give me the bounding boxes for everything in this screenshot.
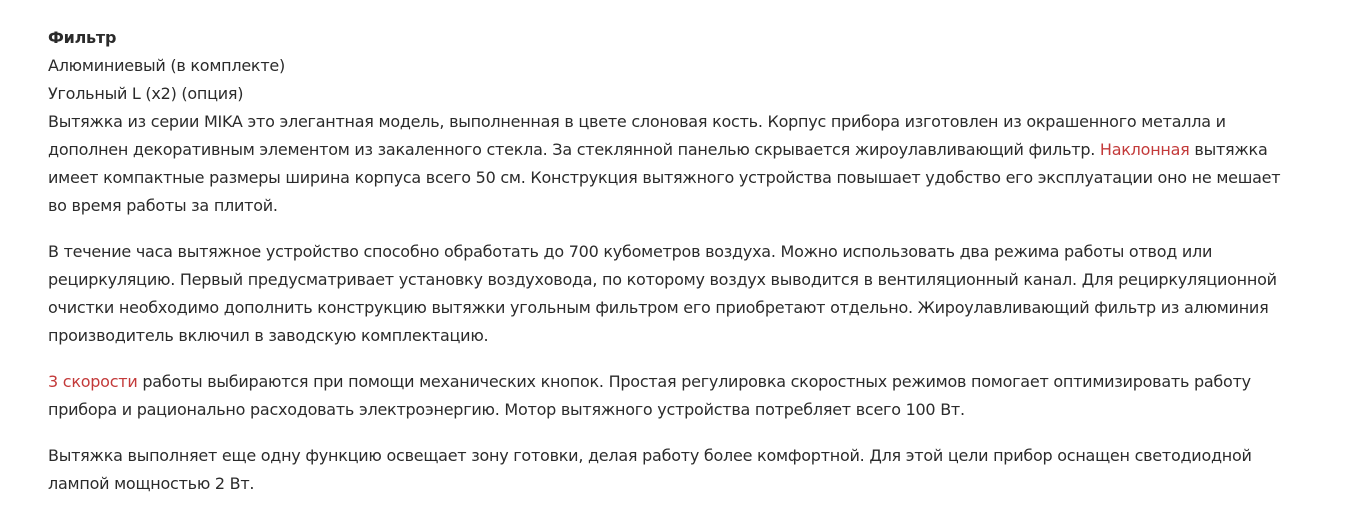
paragraph-1-line-4: во время работы за плитой. xyxy=(48,196,278,215)
paragraph-1-line-2-tail: вытяжка xyxy=(1189,140,1268,159)
paragraph-3-line-2: прибора и рационально расходовать электроэнергию. Мотор вытяжного устройства потребляет всего 100 Вт. xyxy=(48,400,965,419)
paragraph-2-line-1: В течение часа вытяжное устройство способно обработать до 700 кубометров воздуха. Можно использовать два режима работы отвод или xyxy=(48,242,1213,261)
description-paragraph-1 xyxy=(48,108,1348,220)
paragraph-3-line-1 xyxy=(48,368,1348,396)
paragraph-spacer xyxy=(48,350,1348,368)
inclined-hood-link[interactable]: Наклонная xyxy=(1099,140,1190,159)
paragraph-spacer xyxy=(48,424,1348,442)
paragraph-1-line-3: имеет компактные размеры ширина корпуса всего 50 см. Конструкция вытяжного устройства повышает удобство его эксплуатации оно не мешает xyxy=(48,168,1281,187)
filter-item-aluminum: Алюминиевый (в комплекте) xyxy=(48,56,285,75)
paragraph-4-line-1: Вытяжка выполняет еще одну функцию освещает зону готовки, делая работу более комфортной. Для этой цели прибор оснащен светодиодной xyxy=(48,446,1252,465)
description-paragraph-3 xyxy=(48,368,1348,424)
product-description xyxy=(48,24,1348,498)
paragraph-2-line-3: очистки необходимо дополнить конструкцию вытяжки угольным фильтром его приобретают отдельно. Жироулавливающий фильтр из алюминия xyxy=(48,298,1269,317)
paragraph-spacer xyxy=(48,220,1348,238)
paragraph-2-line-4: производитель включил в заводскую комплектацию. xyxy=(48,326,489,345)
description-paragraph-4 xyxy=(48,442,1348,498)
filter-heading: Фильтр xyxy=(48,28,117,47)
paragraph-1-line-2-text: дополнен декоративным элементом из закаленного стекла. За стеклянной панелью скрывается жироулавливающий фильтр. xyxy=(48,140,1100,159)
filter-section xyxy=(48,24,1348,108)
three-speeds-link[interactable]: 3 скорости xyxy=(48,372,138,391)
description-paragraph-2 xyxy=(48,238,1348,350)
paragraph-1-line-2 xyxy=(48,136,1348,164)
paragraph-3-line-1-text: работы выбираются при помощи механических кнопок. Простая регулировка скоростных режимов помогает оптимизировать работу xyxy=(137,372,1251,391)
filter-item-carbon: Угольный L (x2) (опция) xyxy=(48,84,244,103)
paragraph-4-line-2: лампой мощностью 2 Вт. xyxy=(48,474,255,493)
paragraph-2-line-2: рециркуляцию. Первый предусматривает установку воздуховода, по которому воздух выводится в вентиляционный канал. Для рециркуляционной xyxy=(48,270,1277,289)
paragraph-1-line-1: Вытяжка из серии MIKA это элегантная модель, выполненная в цвете слоновая кость. Корпус прибора изготовлен из окрашенного металла и xyxy=(48,112,1226,131)
